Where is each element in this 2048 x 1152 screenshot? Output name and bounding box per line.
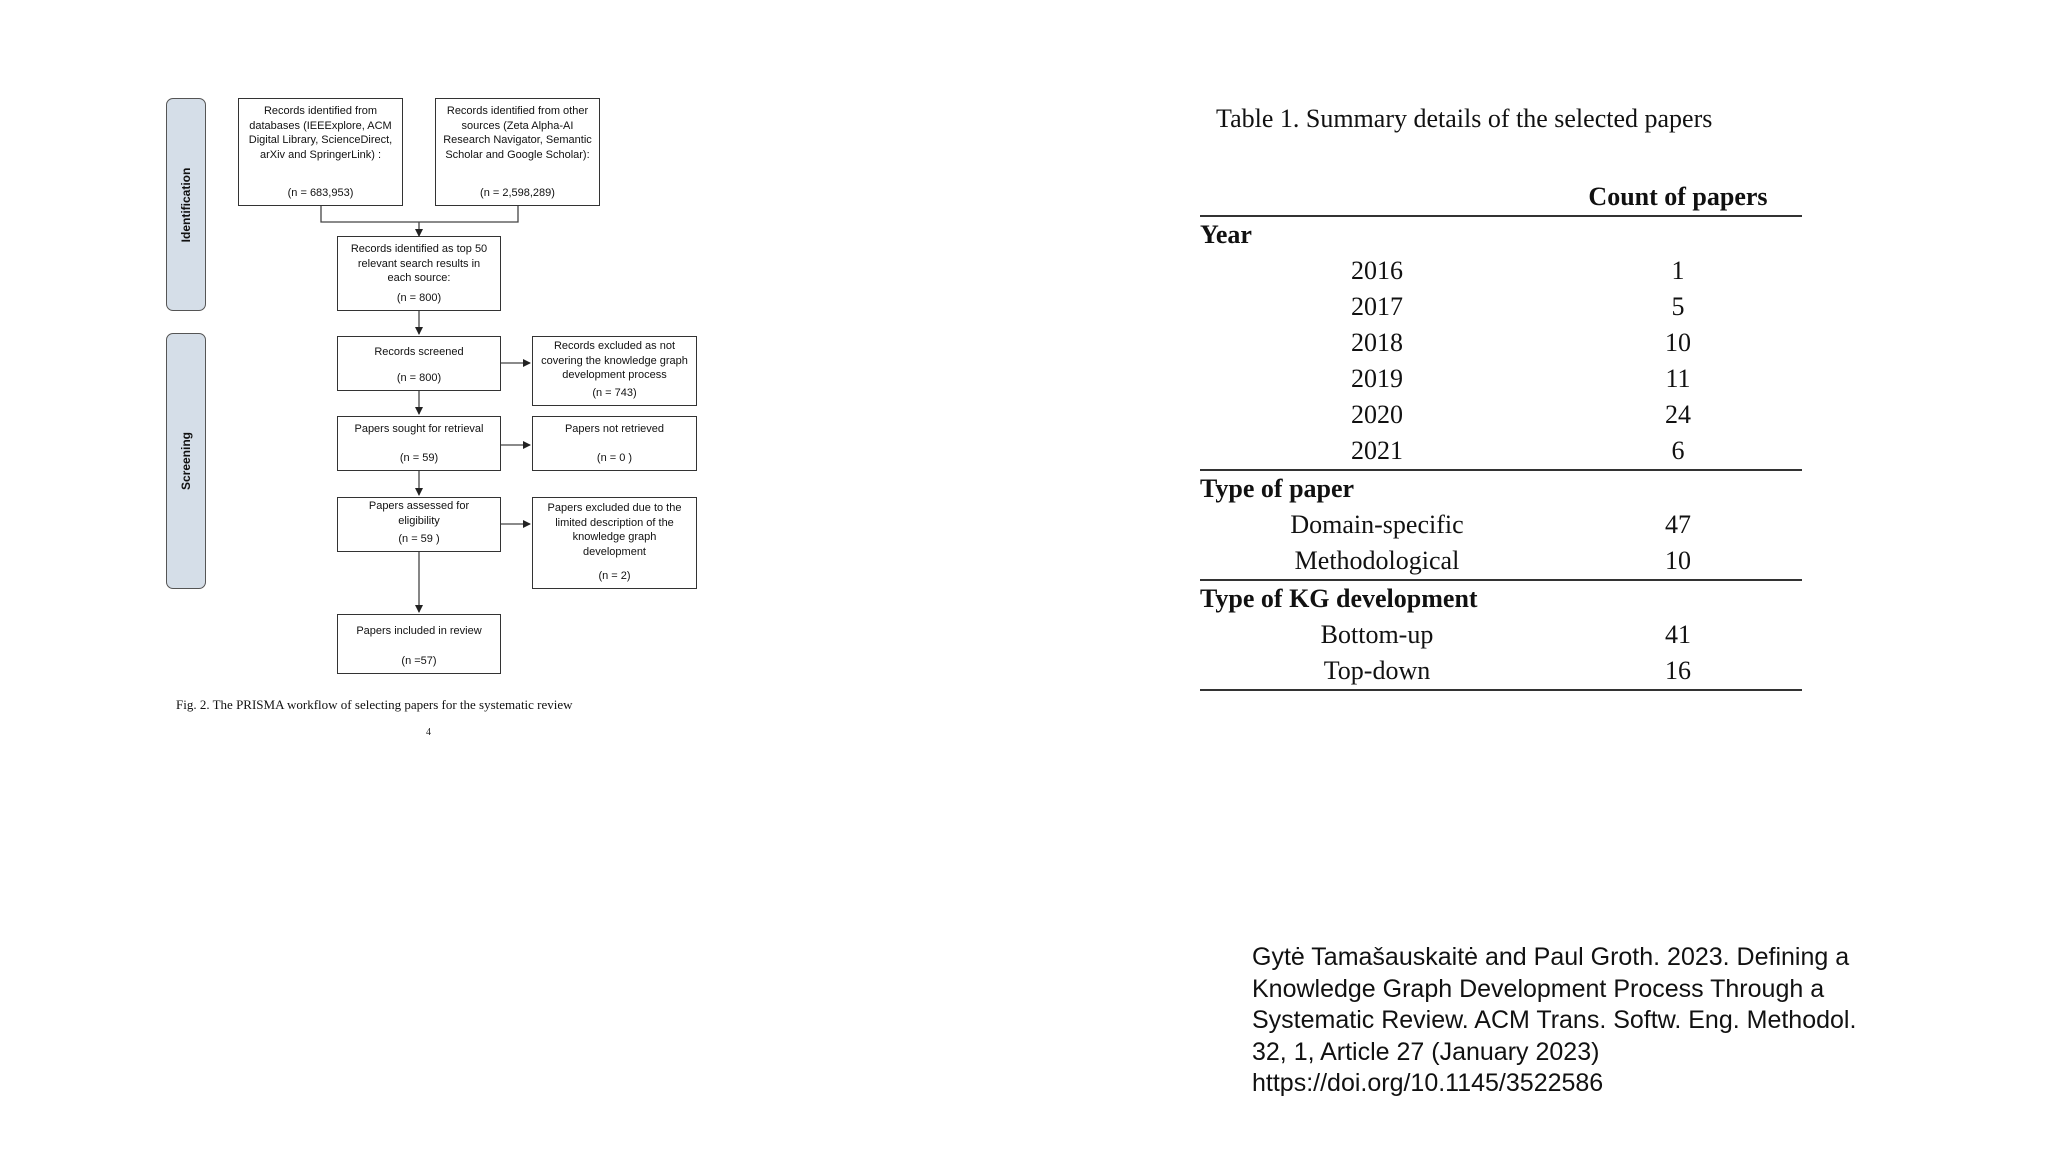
box-papers-sought-text: Papers sought for retrieval bbox=[354, 423, 484, 435]
row-label: Bottom-up bbox=[1320, 620, 1434, 649]
row-label: 2018 bbox=[1351, 328, 1403, 357]
row-label: 2016 bbox=[1351, 256, 1403, 285]
box-papers-excluded-text: Papers excluded due to the limited description of the knowledge graph development bbox=[547, 502, 682, 558]
box-database-records bbox=[238, 98, 403, 206]
box-database-records-count: (n = 683,953) bbox=[287, 186, 354, 199]
row-label: 2020 bbox=[1351, 400, 1403, 429]
table-row bbox=[1200, 289, 1802, 325]
box-papers-assessed-count: (n = 59 ) bbox=[398, 532, 440, 545]
row-value: 11 bbox=[1665, 364, 1691, 393]
box-records-screened bbox=[337, 336, 501, 391]
table-row bbox=[1200, 653, 1802, 690]
row-value: 1 bbox=[1671, 256, 1685, 285]
citation-line: 32, 1, Article 27 (January 2023) bbox=[1252, 1037, 1600, 1066]
group-row-type-of-kg-development bbox=[1200, 580, 1802, 617]
box-top50 bbox=[337, 236, 501, 311]
figure-caption: Fig. 2. The PRISMA workflow of selecting papers for the systematic review bbox=[176, 697, 573, 712]
row-value: 6 bbox=[1671, 436, 1685, 465]
row-value: 16 bbox=[1665, 656, 1691, 685]
citation-block bbox=[1252, 942, 1942, 1100]
citation-line: Knowledge Graph Development Process Through a bbox=[1252, 974, 1825, 1003]
box-records-screened-count: (n = 800) bbox=[396, 371, 442, 384]
box-papers-excluded-count: (n = 2) bbox=[598, 569, 631, 582]
table-row bbox=[1200, 397, 1802, 433]
row-label: 2019 bbox=[1351, 364, 1403, 393]
summary-table bbox=[1200, 179, 1802, 691]
phase-screening-label: Screening bbox=[179, 431, 193, 491]
count-column-header: Count of papers bbox=[1588, 182, 1768, 211]
box-papers-sought-count: (n = 59) bbox=[399, 451, 439, 464]
box-papers-included-count: (n =57) bbox=[401, 654, 437, 667]
table-body bbox=[1200, 216, 1802, 690]
citation-line: Systematic Review. ACM Trans. Softw. Eng. Methodol. bbox=[1252, 1006, 1857, 1034]
box-papers-included bbox=[337, 614, 501, 674]
box-top50-text: Records identified as top 50 relevant search results in each source: bbox=[350, 243, 488, 284]
row-value: 10 bbox=[1665, 546, 1691, 575]
phase-identification-label: Identification bbox=[179, 167, 193, 242]
box-records-excluded-count: (n = 743) bbox=[592, 386, 637, 399]
citation-line: Gytė Tamašauskaitė and Paul Groth. 2023. Defining a bbox=[1252, 943, 1850, 971]
table-row bbox=[1200, 433, 1802, 470]
table-caption: Table 1. Summary details of the selected papers bbox=[1216, 104, 1713, 133]
row-label: Methodological bbox=[1294, 546, 1460, 575]
box-other-sources-count: (n = 2,598,289) bbox=[480, 186, 555, 199]
group-title: Type of KG development bbox=[1200, 584, 1478, 613]
row-label: Top-down bbox=[1323, 656, 1431, 685]
box-records-screened-text: Records screened bbox=[374, 346, 464, 358]
box-other-sources bbox=[435, 98, 600, 206]
box-papers-assessed-text: Papers assessed for eligibility bbox=[368, 500, 470, 527]
row-label: 2017 bbox=[1351, 292, 1403, 321]
table-row bbox=[1200, 617, 1802, 653]
row-value: 10 bbox=[1665, 328, 1691, 357]
table-row bbox=[1200, 325, 1802, 361]
box-papers-not-retrieved-text: Papers not retrieved bbox=[564, 423, 665, 435]
box-records-excluded bbox=[532, 336, 697, 406]
row-value: 5 bbox=[1671, 292, 1685, 321]
row-value: 47 bbox=[1665, 510, 1691, 539]
box-top50-count: (n = 800) bbox=[396, 291, 442, 304]
table-header-blank bbox=[1200, 179, 1554, 216]
row-value: 41 bbox=[1665, 620, 1691, 649]
box-database-records-text: Records identified from databases (IEEExplore, ACM Digital Library, ScienceDirect, arXiv and SpringerLink) : bbox=[248, 105, 393, 161]
group-title: Year bbox=[1200, 220, 1252, 249]
row-label: 2021 bbox=[1351, 436, 1403, 465]
box-papers-excluded bbox=[532, 497, 697, 589]
group-row-type-of-paper bbox=[1200, 470, 1802, 507]
box-papers-sought bbox=[337, 416, 501, 471]
table-row bbox=[1200, 543, 1802, 580]
box-papers-not-retrieved-count: (n = 0 ) bbox=[596, 451, 633, 464]
box-records-excluded-text: Records excluded as not covering the knowledge graph development process bbox=[541, 340, 688, 381]
group-row-year bbox=[1200, 216, 1802, 253]
box-papers-assessed bbox=[337, 497, 501, 552]
citation-doi-link[interactable]: https://doi.org/10.1145/3522586 bbox=[1252, 1069, 1604, 1097]
box-other-sources-text: Records identified from other sources (Zeta Alpha-AI Research Navigator, Semantic Scholar and Google Scholar): bbox=[443, 105, 592, 161]
row-value: 24 bbox=[1665, 400, 1691, 429]
table-header-row bbox=[1200, 179, 1802, 216]
row-label: Domain-specific bbox=[1290, 510, 1464, 539]
table-row bbox=[1200, 253, 1802, 289]
box-papers-included-text: Papers included in review bbox=[356, 625, 482, 637]
table-row bbox=[1200, 507, 1802, 543]
box-papers-not-retrieved bbox=[532, 416, 697, 471]
page-number: 4 bbox=[426, 727, 431, 738]
group-title: Type of paper bbox=[1200, 474, 1355, 503]
table-row bbox=[1200, 361, 1802, 397]
